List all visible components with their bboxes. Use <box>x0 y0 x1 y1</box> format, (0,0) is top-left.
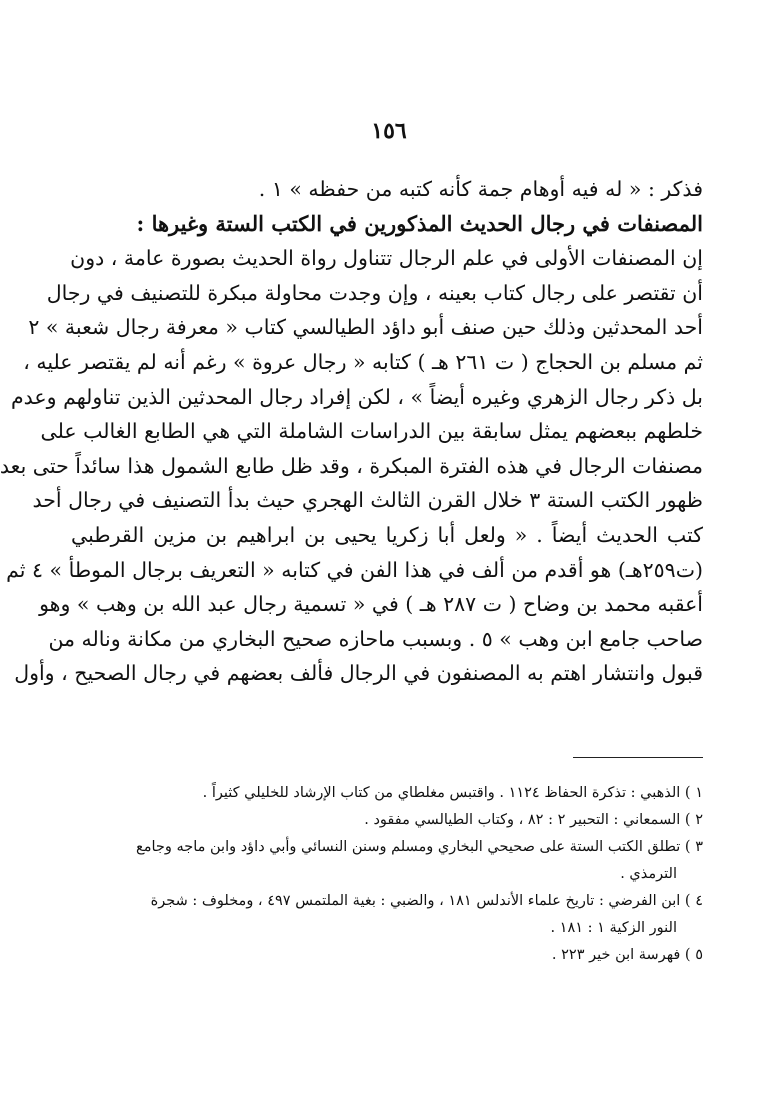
footnote-3-continued: الترمذي . <box>620 866 677 882</box>
text-line: أعقبه محمد بن وضاح ( ت ٢٨٧ هـ ) في « تسمية رجال عبد الله بن وهب » وهو <box>39 592 703 617</box>
page-number: ١٥٦ <box>371 118 407 144</box>
text-line: قبول وانتشار اهتم به المصنفون في الرجال فألف بعضهم في رجال الصحيح ، وأول <box>14 661 703 686</box>
footnote-5: ٥ ) فهرسة ابن خير ٢٢٣ . <box>551 947 703 963</box>
footnote-divider <box>573 757 703 758</box>
text-line: صاحب جامع ابن وهب » ٥ . وبسبب ماحازه صحيح البخاري من مكانة وناله من <box>48 626 703 651</box>
text-line: كتب الحديث أيضاً . « ولعل أبا زكريا يحيى بن ابراهيم بن مزين القرطبي <box>71 522 703 547</box>
text-line: مصنفات الرجال في هذه الفترة المبكرة ، وقد ظل طابع الشمول هذا سائداً حتى بعد <box>0 453 703 478</box>
text-line: إن المصنفات الأولى في علم الرجال تتناول رواة الحديث بصورة عامة ، دون <box>70 246 703 271</box>
main-text <box>0 172 703 691</box>
text-line: ظهور الكتب الستة ٣ خلال القرن الثالث الهجري حيث بدأ التصنيف في رجال أحد <box>32 488 703 513</box>
text-line: بل ذكر رجال الزهري وغيره أيضاً » ، لكن إفراد رجال المحدثين الذين تناولهم وعدم <box>10 384 703 409</box>
text-line: خلطهم ببعضهم يمثل سابقة بين الدراسات الشاملة التي هي الطابع الغالب على <box>40 419 703 444</box>
footnote-4: ٤ ) ابن الفرضي : تاريخ علماء الأندلس ١٨١ ، والضبي : بغية الملتمس ٤٩٧ ، ومخلوف : شجرة <box>150 893 703 909</box>
text-line: ثم مسلم بن الحجاج ( ت ٢٦١ هـ ) كتابه « رجال عروة » رغم أنه لم يقتصر عليه ، <box>23 349 703 374</box>
footnote-3: ٣ ) تطلق الكتب الستة على صحيحي البخاري ومسلم وسنن النسائي وأبي داؤد وابن ماجه وجامع <box>135 839 703 855</box>
text-line: أحد المحدثين وذلك حين صنف أبو داؤد الطيالسي كتاب « معرفة رجال شعبة » ٢ <box>28 315 703 340</box>
quote-line: فذكر : « له فيه أوهام جمة كأنه كتبه من حفظه » ١ . <box>258 177 703 201</box>
footnotes <box>83 780 703 969</box>
footnote-4-continued: النور الزكية ١ : ١٨١ . <box>550 920 677 936</box>
section-heading: المصنفات في رجال الحديث المذكورين في الكتب الستة وغيرها : <box>136 210 703 236</box>
footnote-2: ٢ ) السمعاني : التحبير ٢ : ٨٢ ، وكتاب الطيالسي مفقود . <box>364 812 703 828</box>
text-line: (ت٢٥٩هـ) هو أقدم من ألف في هذا الفن في كتابه « التعريف برجال الموطأ » ٤ ثم <box>6 557 703 582</box>
footnote-1: ١ ) الذهبي : تذكرة الحفاظ ١١٢٤ . واقتبس مغلطاي من كتاب الإرشاد للخليلي كثيراً . <box>202 785 703 801</box>
text-line: أن تقتصر على رجال كتاب بعينه ، وإن وجدت محاولة مبكرة للتصنيف في رجال <box>46 280 703 305</box>
